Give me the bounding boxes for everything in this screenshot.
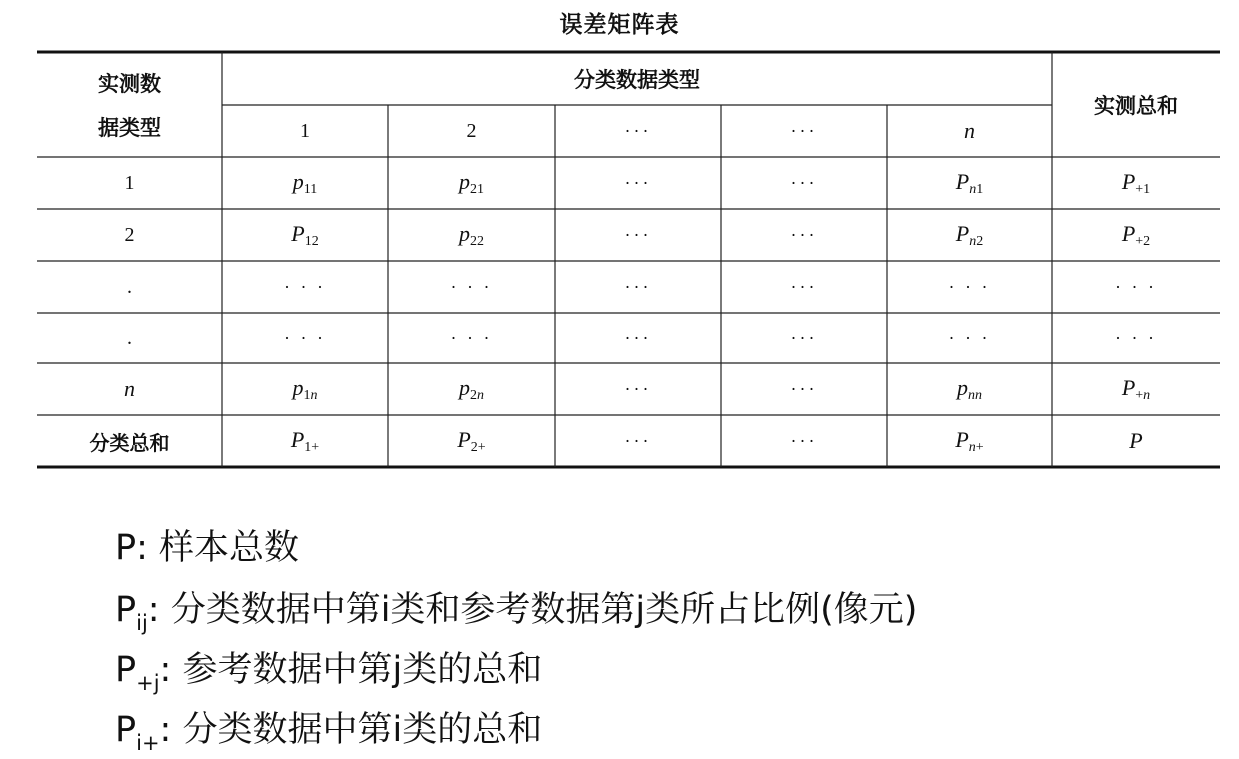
legend-line (115, 582, 917, 635)
legend-line (115, 520, 299, 570)
cell-symbol: $P_{1+}$ (290, 426, 320, 455)
cell-symbol: $P_{+1}$ (1121, 168, 1151, 197)
cell-symbol: $p_{21}$ (459, 168, 484, 197)
cell-subscript: 2+ (470, 439, 486, 455)
cell-subscript: 21 (470, 181, 484, 197)
col-header-2: 2 (466, 119, 477, 142)
row-label: 1 (124, 171, 135, 194)
matrix-cell (222, 415, 388, 467)
cell-subscript: nn (968, 387, 982, 403)
matrix-cell (887, 209, 1052, 261)
matrix-cell: ··· (790, 172, 818, 193)
matrix-cell (1052, 209, 1220, 261)
legend-text: : 分类数据中第i类的总和 (159, 710, 543, 750)
cell-symbol: $P_{+n}$ (1121, 374, 1151, 403)
row-header-line-2: 据类型 (98, 116, 161, 140)
cell-subscript: n1 (969, 181, 984, 197)
cell-symbol: $p_{22}$ (459, 220, 484, 249)
cell-subscript: +n (1135, 387, 1151, 403)
matrix-cell (1052, 157, 1220, 209)
cell-symbol: $p_{2n}$ (459, 374, 484, 403)
cell-subscript: 12 (304, 233, 319, 249)
cell-symbol: $P_{n+}$ (955, 426, 984, 455)
col-header-3: ··· (624, 120, 652, 141)
row-label: . (127, 326, 132, 349)
matrix-cell: · · · (284, 276, 326, 297)
matrix-cell (388, 415, 555, 467)
matrix-cell: · · · (1115, 327, 1157, 348)
matrix-cell (887, 415, 1052, 467)
legend-line (115, 702, 542, 755)
matrix-cell: · · · (1115, 276, 1157, 297)
matrix-cell: ··· (790, 224, 818, 245)
matrix-cell (388, 209, 555, 261)
legend-text: : 参考数据中第j类的总和 (159, 650, 543, 690)
matrix-cell: ··· (624, 378, 652, 399)
matrix-cell: ··· (624, 327, 652, 348)
group-header-cell: 分类数据类型 (574, 68, 700, 92)
matrix-cell: · · · (948, 327, 991, 348)
matrix-cell (1052, 363, 1220, 415)
matrix-cell (887, 363, 1052, 415)
cell-subscript: n+ (968, 439, 984, 455)
col-header-n: n (964, 118, 975, 143)
legend-symbol: P (115, 590, 137, 630)
matrix-cell: ··· (790, 430, 818, 451)
matrix-cell (222, 363, 388, 415)
row-label: 2 (124, 223, 135, 246)
matrix-cell: ··· (624, 172, 652, 193)
matrix-cell (388, 363, 555, 415)
row-label: n (124, 376, 135, 401)
cell-subscript: 11 (303, 181, 318, 197)
cell-symbol: $p_{nn}$ (957, 374, 982, 403)
matrix-cell: · · · (948, 276, 991, 297)
row-label: . (127, 275, 132, 298)
col-header-4: ··· (790, 120, 818, 141)
matrix-cell: ··· (790, 276, 818, 297)
cell-subscript: 2n (470, 387, 484, 403)
cell-symbol: $P_{+2}$ (1121, 220, 1151, 249)
table-title: 误差矩阵表 (559, 12, 680, 38)
legend-text: : 分类数据中第i类和参考数据第j类所占比例(像元) (147, 590, 918, 630)
legend-symbol: P (115, 710, 137, 750)
cell-symbol: $P_{2+}$ (457, 426, 486, 455)
matrix-cell: · · · (284, 327, 326, 348)
matrix-cell (222, 209, 388, 261)
row-label: 分类总和 (89, 430, 170, 455)
cell-subscript: +2 (1135, 233, 1151, 249)
cell-subscript: 1+ (304, 439, 320, 455)
legend-symbol: P (115, 528, 137, 568)
matrix-cell (388, 157, 555, 209)
cell-subscript: +1 (1135, 181, 1151, 197)
cell-subscript: 1n (303, 387, 318, 403)
cell-symbol: $P_{12}$ (291, 220, 319, 249)
matrix-cell: · · · (450, 276, 493, 297)
matrix-cell (887, 157, 1052, 209)
col-header-1: 1 (300, 119, 310, 142)
matrix-cell: · · · (450, 327, 493, 348)
legend-text: : 样本总数 (136, 528, 300, 568)
legend-line (115, 642, 542, 695)
matrix-cell (1052, 415, 1220, 467)
cell-symbol: $P_{n1}$ (955, 168, 984, 197)
cell-subscript: 22 (470, 233, 484, 249)
matrix-cell: ··· (624, 276, 652, 297)
matrix-cell: ··· (790, 378, 818, 399)
matrix-cell: ··· (624, 224, 652, 245)
legend-symbol: P (115, 650, 137, 690)
row-header-line-1: 实测数 (98, 72, 161, 96)
cell-subscript: n2 (969, 233, 984, 249)
row-header-cell (37, 55, 222, 157)
matrix-cell: ··· (624, 430, 652, 451)
cell-symbol: $p_{11}$ (292, 168, 318, 197)
legend-subscript: i+ (136, 731, 160, 755)
total-col-header: 实测总和 (1094, 94, 1178, 118)
matrix-cell: ··· (790, 327, 818, 348)
cell-symbol: $P_{n2}$ (955, 220, 984, 249)
cell-symbol: P (1129, 428, 1143, 453)
matrix-cell (222, 157, 388, 209)
legend-subscript: ij (136, 611, 148, 635)
cell-symbol: $p_{1n}$ (292, 374, 318, 403)
legend-subscript: +j (136, 671, 160, 695)
